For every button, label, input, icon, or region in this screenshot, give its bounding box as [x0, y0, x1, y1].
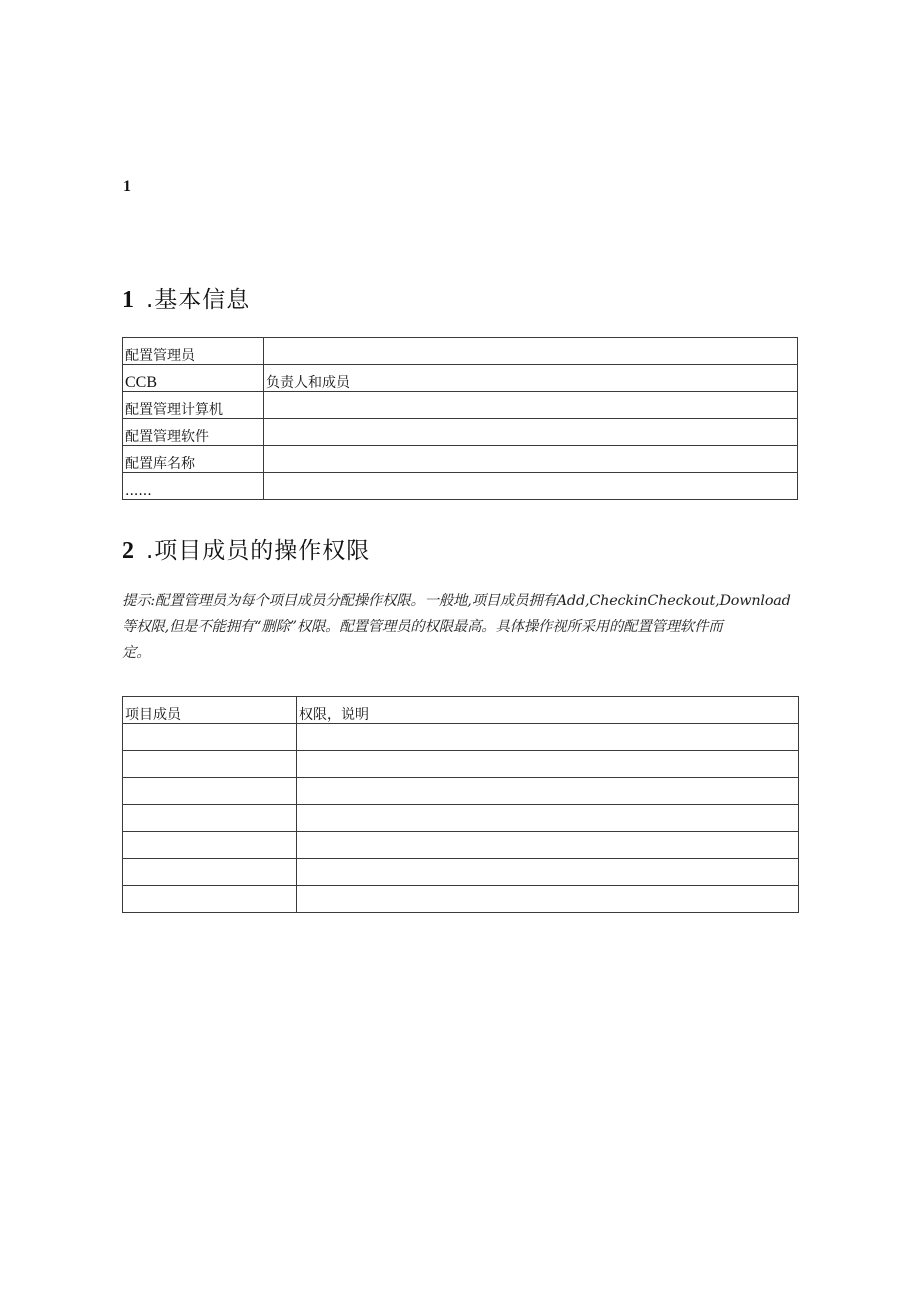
member-cell[interactable]	[123, 724, 297, 751]
hint-paragraph	[122, 588, 802, 666]
table-header-row	[123, 697, 799, 724]
table-row	[123, 778, 799, 805]
table-row	[123, 832, 799, 859]
member-cell[interactable]	[123, 859, 297, 886]
table-row	[123, 338, 798, 365]
permission-cell[interactable]	[297, 778, 799, 805]
table-key-cell: 配置管理计算机	[123, 392, 264, 419]
table-value-cell[interactable]	[264, 446, 798, 473]
member-cell[interactable]	[123, 805, 297, 832]
hint-line: 提示:配置管理员为每个项目成员分配操作权限。一般地,项目成员拥有Add,CheckinCheckout,Download	[122, 593, 791, 609]
section-heading-member-permissions	[122, 532, 370, 565]
table-value-cell[interactable]: 负责人和成员	[264, 365, 798, 392]
section-title: .基本信息	[146, 287, 251, 313]
member-cell[interactable]	[123, 751, 297, 778]
permission-cell[interactable]	[297, 886, 799, 913]
hint-line: 等权限,但是不能拥有“删除”权限。配置管理员的权限最高。具体操作视所采用的配置管理软件而	[122, 619, 723, 635]
permission-cell[interactable]	[297, 859, 799, 886]
table-row	[123, 446, 798, 473]
table-row	[123, 805, 799, 832]
table-row	[123, 392, 798, 419]
section-heading-basic-info	[122, 281, 250, 314]
table-row	[123, 365, 798, 392]
permission-cell[interactable]	[297, 751, 799, 778]
permission-cell[interactable]	[297, 805, 799, 832]
table-key-cell: 配置库名称	[123, 446, 264, 473]
section-number: 1	[122, 287, 134, 313]
table-key-cell: ......	[123, 473, 264, 500]
table-row	[123, 724, 799, 751]
hint-line: 定。	[122, 645, 151, 661]
table-row	[123, 859, 799, 886]
table-value-cell[interactable]	[264, 419, 798, 446]
table-row	[123, 751, 799, 778]
table-value-cell[interactable]	[264, 473, 798, 500]
section-number: 2	[122, 538, 134, 564]
table-key-cell: 配置管理员	[123, 338, 264, 365]
table-value-cell[interactable]	[264, 392, 798, 419]
table-key-cell: CCB	[123, 365, 264, 392]
column-header: 项目成员	[123, 697, 297, 724]
basic-info-table	[122, 337, 798, 500]
table-row	[123, 886, 799, 913]
table-row	[123, 419, 798, 446]
page-number: 1	[123, 178, 131, 195]
section-title: .项目成员的操作权限	[146, 538, 371, 564]
permission-cell[interactable]	[297, 832, 799, 859]
member-cell[interactable]	[123, 886, 297, 913]
member-cell[interactable]	[123, 778, 297, 805]
table-key-cell: 配置管理软件	[123, 419, 264, 446]
column-header: 权限，说明	[297, 697, 799, 724]
member-permissions-table	[122, 696, 799, 913]
member-cell[interactable]	[123, 832, 297, 859]
table-value-cell[interactable]	[264, 338, 798, 365]
permission-cell[interactable]	[297, 724, 799, 751]
table-row	[123, 473, 798, 500]
